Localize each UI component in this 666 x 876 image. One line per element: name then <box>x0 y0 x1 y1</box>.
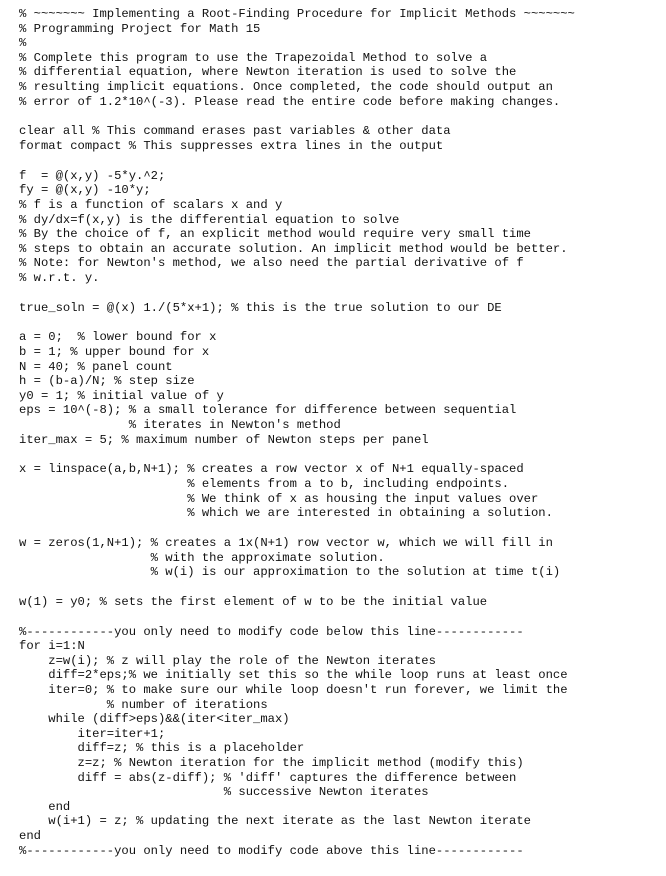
blank-line <box>19 285 659 300</box>
code-line: while (diff>eps)&&(iter<iter_max) <box>19 712 290 727</box>
code-line: true_soln = @(x) 1./(5*x+1); % this is the true solution to our DE <box>19 300 502 315</box>
code-line: % resulting implicit equations. Once completed, the code should output an <box>19 79 553 94</box>
section-divider-start: %------------you only need to modify code below this line------------ <box>19 624 524 639</box>
code-line: fy = @(x,y) -10*y; <box>19 183 151 198</box>
code-line: w(i+1) = z; % updating the next iterate as the last Newton iterate <box>19 814 531 829</box>
code-line: % successive Newton iterates <box>19 785 429 800</box>
code-line: % with the approximate solution. <box>19 550 385 565</box>
code-line: z=z; % Newton iteration for the implicit method (modify this) <box>19 756 524 771</box>
code-line: for i=1:N <box>19 639 85 654</box>
code-line: diff=z; % this is a placeholder <box>19 741 305 756</box>
code-line: % ~~~~~~~ Implementing a Root-Finding Procedure for Implicit Methods ~~~~~~~ <box>19 7 575 21</box>
code-line: end <box>19 799 71 814</box>
code-line: b = 1; % upper bound for x <box>19 345 210 360</box>
section-divider-end: %------------you only need to modify code above this line------------ <box>19 843 524 858</box>
code-line: % differential equation, where Newton iteration is used to solve the <box>19 65 517 80</box>
code-line: format compact % This suppresses extra lines in the output <box>19 138 444 153</box>
code-line: % number of iterations <box>19 697 268 712</box>
code-line: % w.r.t. y. <box>19 270 100 285</box>
code-line: end <box>19 829 41 843</box>
blank-line <box>19 610 659 625</box>
code-line: % w(i) is our approximation to the solution at time t(i) <box>19 565 561 580</box>
code-line: % elements from a to b, including endpoints. <box>19 476 510 491</box>
code-line: % f is a function of scalars x and y <box>19 197 283 212</box>
code-line: iter=iter+1; <box>19 726 166 741</box>
code-line: % By the choice of f, an explicit method would require very small time <box>19 227 531 242</box>
code-line: h = (b-a)/N; % step size <box>19 374 195 389</box>
code-line: iter_max = 5; % maximum number of Newton steps per panel <box>19 432 429 447</box>
blank-line <box>19 109 659 124</box>
code-line: N = 40; % panel count <box>19 359 173 374</box>
code-line: w = zeros(1,N+1); % creates a 1x(N+1) row vector w, which we will fill in <box>19 535 553 550</box>
code-line: y0 = 1; % initial value of y <box>19 388 224 403</box>
code-line: % which we are interested in obtaining a solution. <box>19 506 553 521</box>
code-line: diff=2*eps;% we initially set this so the while loop runs at least once <box>19 668 568 683</box>
blank-line <box>19 447 659 462</box>
blank-line <box>19 580 659 595</box>
blank-line <box>19 315 659 330</box>
code-line: % Note: for Newton's method, we also need the partial derivative of f <box>19 256 524 271</box>
code-line: a = 0; % lower bound for x <box>19 330 217 345</box>
code-line: % dy/dx=f(x,y) is the differential equation to solve <box>19 212 400 227</box>
code-line: iter=0; % to make sure our while loop doesn't run forever, we limit the <box>19 683 568 698</box>
code-line: x = linspace(a,b,N+1); % creates a row vector x of N+1 equally-spaced <box>19 462 524 477</box>
code-line: % iterates in Newton's method <box>19 418 341 432</box>
code-line: % steps to obtain an accurate solution. An implicit method would be better. <box>19 241 568 256</box>
blank-line <box>19 154 659 169</box>
code-line: w(1) = y0; % sets the first element of w to be the initial value <box>19 594 488 609</box>
code-editor[interactable] <box>19 7 659 858</box>
code-line: eps = 10^(-8); % a small tolerance for difference between sequential <box>19 403 517 418</box>
code-line: diff = abs(z-diff); % 'diff' captures the difference between <box>19 770 517 785</box>
code-line: f = @(x,y) -5*y.^2; <box>19 168 166 183</box>
code-line: % error of 1.2*10^(-3). Please read the entire code before making changes. <box>19 94 561 109</box>
code-line: % <box>19 36 27 51</box>
code-line: % Complete this program to use the Trapezoidal Method to solve a <box>19 50 488 65</box>
code-line: z=w(i); % z will play the role of the Newton iterates <box>19 653 436 668</box>
code-line: % We think of x as housing the input values over <box>19 491 539 506</box>
code-line: clear all % This command erases past variables & other data <box>19 124 451 139</box>
code-line: % Programming Project for Math 15 <box>19 21 261 36</box>
blank-line <box>19 521 659 536</box>
